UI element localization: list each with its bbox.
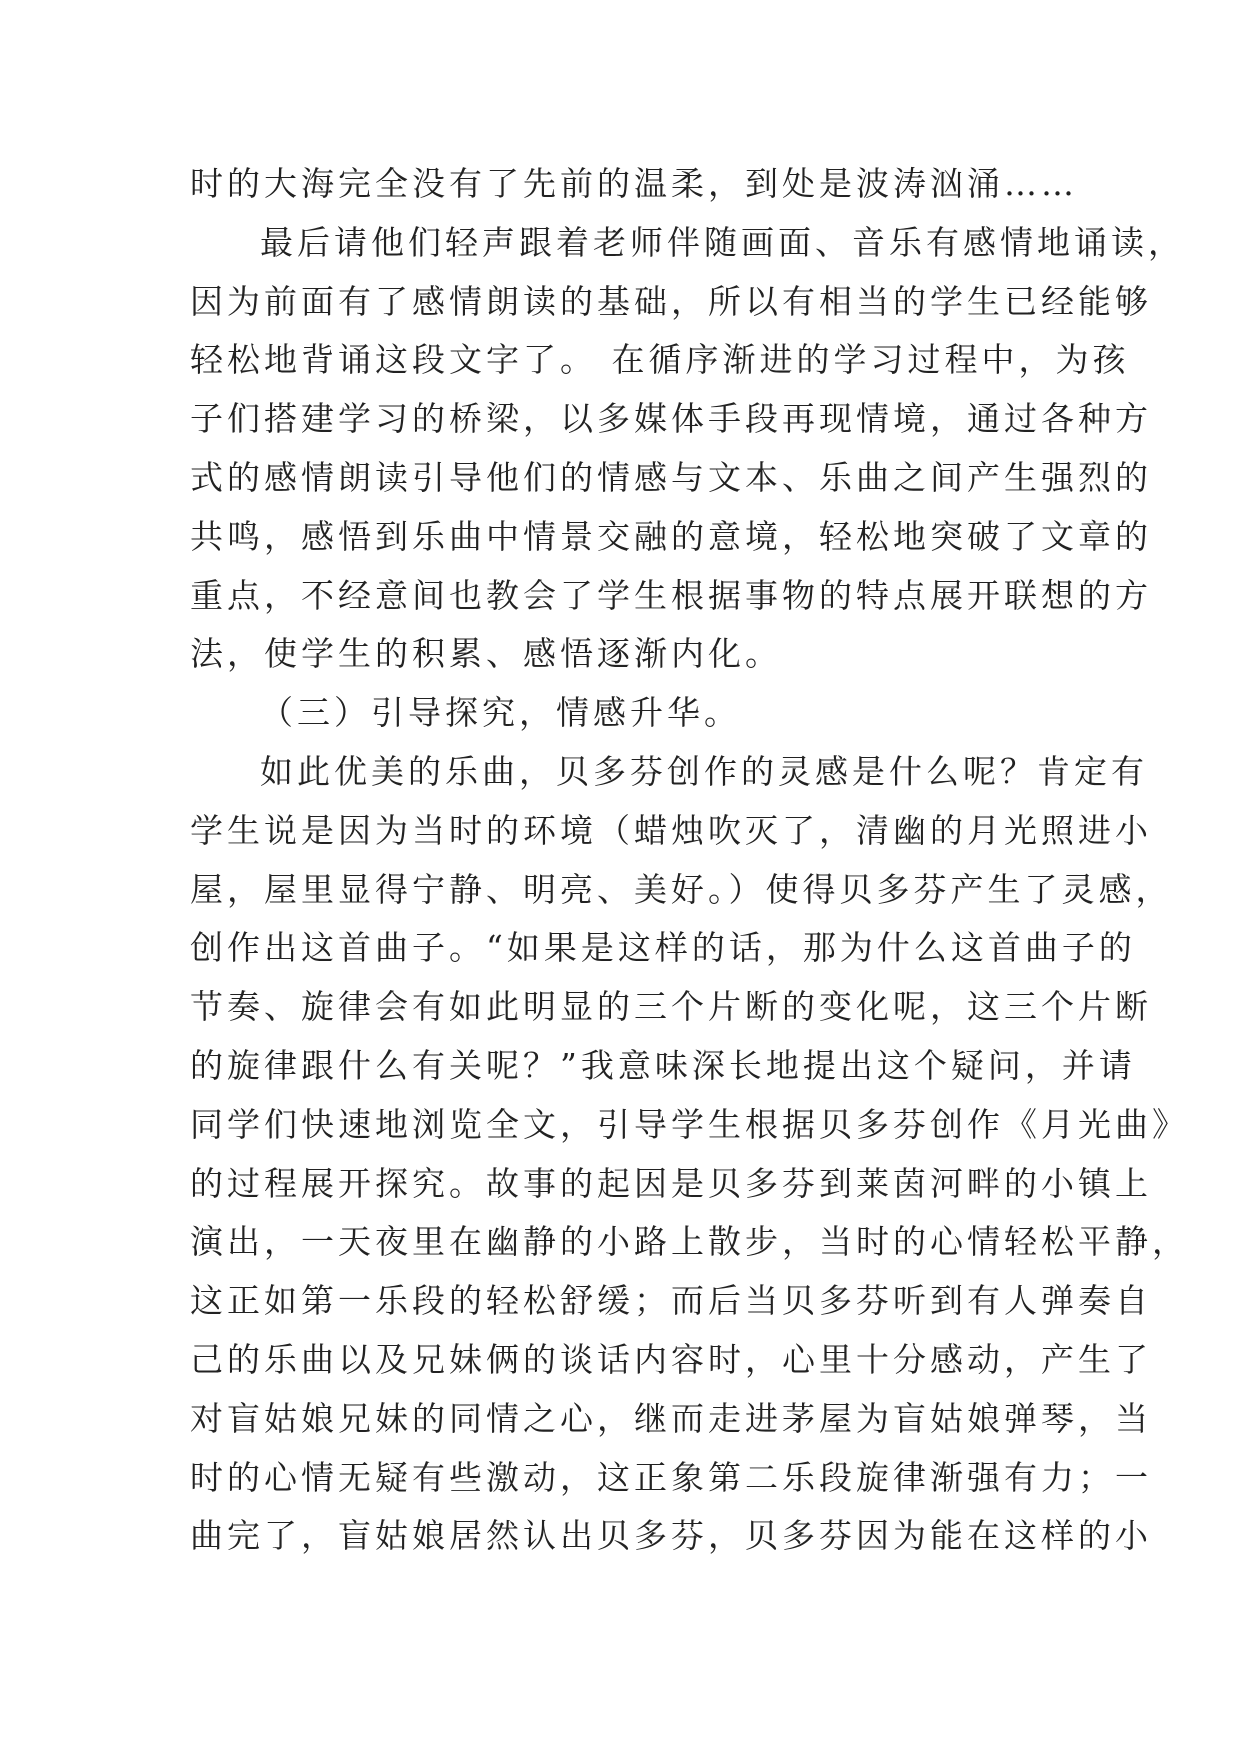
text-line: 对盲姑娘兄妹的同情之心，继而走进茅屋为盲姑娘弹琴，当: [190, 1398, 1152, 1438]
section-heading: （三）引导探究，情感升华。: [260, 693, 741, 733]
text-line: 创作出这首曲子。“如果是这样的话，那为什么这首曲子的: [190, 928, 1136, 968]
text-line: 屋，屋里显得宁静、明亮、美好。）使得贝多芬产生了灵感，: [190, 869, 1173, 909]
text-line: 子们搭建学习的桥梁，以多媒体手段再现情境，通过各种方: [190, 399, 1152, 439]
text-line: 学生说是因为当时的环境（蜡烛吹灭了，清幽的月光照进小: [190, 810, 1152, 850]
text-line: 因为前面有了感情朗读的基础，所以有相当的学生已经能够: [190, 281, 1152, 321]
text-line: 的旋律跟什么有关呢？”我意味深长地提出这个疑问，并请: [190, 1045, 1136, 1085]
text-line: 时的大海完全没有了先前的温柔，到处是波涛汹涌……: [190, 164, 1078, 203]
text-line: 这正如第一乐段的轻松舒缓；而后当贝多芬听到有人弹奏自: [190, 1281, 1152, 1321]
text-line: 共鸣，感悟到乐曲中情景交融的意境，轻松地突破了文章的: [190, 516, 1152, 556]
text-line: 法，使学生的积累、感悟逐渐内化。: [190, 634, 782, 674]
text-line: 的过程展开探究。故事的起因是贝多芬到莱茵河畔的小镇上: [190, 1163, 1152, 1203]
document-body: [190, 155, 1189, 1566]
text-line: 曲完了，盲姑娘居然认出贝多芬，贝多芬因为能在这样的小: [190, 1516, 1152, 1556]
text-line: 同学们快速地浏览全文，引导学生根据贝多芬创作《月光曲》: [190, 1104, 1189, 1144]
text-line: 节奏、旋律会有如此明显的三个片断的变化呢，这三个片断: [190, 987, 1152, 1027]
text-line: 演出，一天夜里在幽静的小路上散步，当时的心情轻松平静，: [190, 1222, 1189, 1262]
text-line: 重点，不经意间也教会了学生根据事物的特点展开联想的方: [190, 575, 1152, 615]
text-line: 己的乐曲以及兄妹俩的谈话内容时，心里十分感动，产生了: [190, 1339, 1152, 1379]
text-line: 时的心情无疑有些激动，这正象第二乐段旋律渐强有力；一: [190, 1457, 1152, 1497]
paragraph-start-line: 最后请他们轻声跟着老师伴随画面、音乐有感情地诵读，: [260, 222, 1185, 262]
paragraph-start-line: 如此优美的乐曲，贝多芬创作的灵感是什么呢？肯定有: [260, 751, 1148, 791]
text-line: 轻松地背诵这段文字了。 在循序渐进的学习过程中，为孩: [190, 340, 1130, 380]
text-line: 式的感情朗读引导他们的情感与文本、乐曲之间产生强烈的: [190, 457, 1152, 497]
